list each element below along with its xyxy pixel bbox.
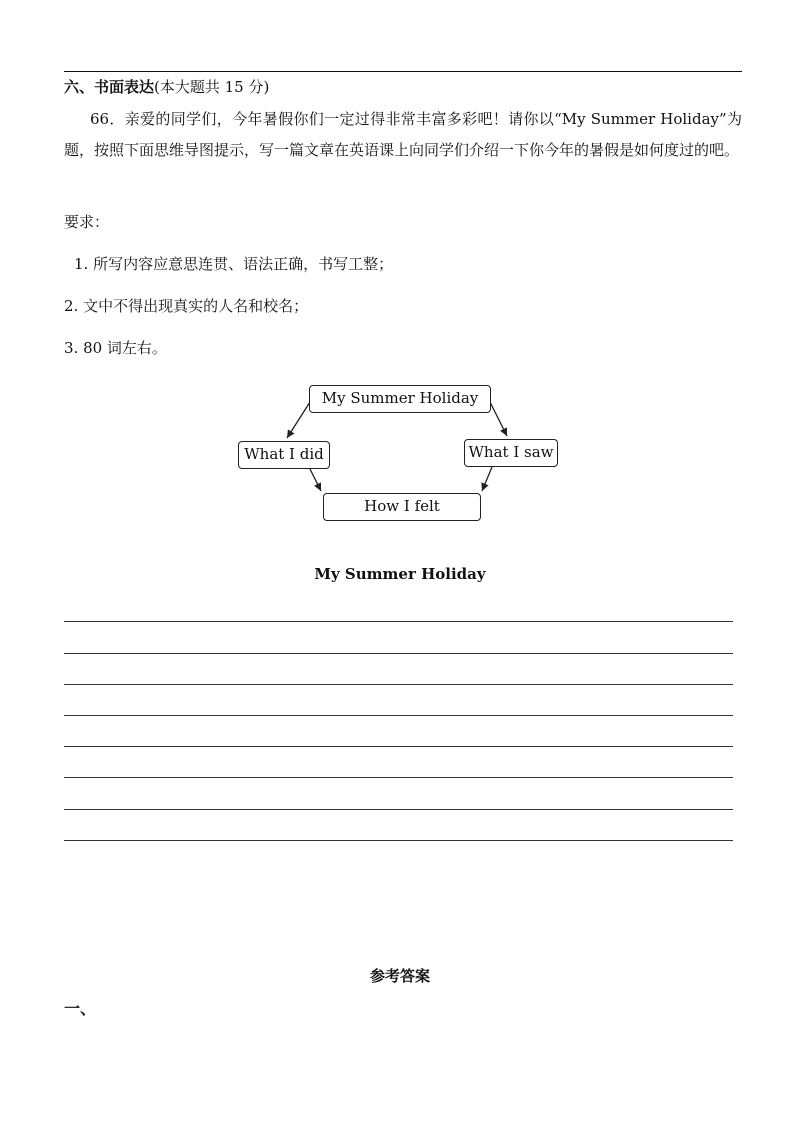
top-divider: [64, 71, 742, 72]
writing-line[interactable]: [64, 746, 733, 747]
section-heading-title: 六、书面表达: [64, 78, 155, 96]
mind-map-diagram: [230, 378, 570, 528]
answer-section-label: 一、: [64, 999, 97, 1018]
mind-map-right-node: What I saw: [464, 439, 558, 467]
arrow-root-to-right: [490, 402, 507, 436]
answer-key-title: 参考答案: [369, 967, 430, 985]
writing-line[interactable]: [64, 684, 733, 685]
writing-line[interactable]: [64, 621, 733, 622]
section-heading: [64, 76, 269, 98]
writing-line[interactable]: [64, 777, 733, 778]
question-prompt: 66．亲爱的同学们，今年暑假你们一定过得非常丰富多彩吧！请你以“My Summer Holiday”为题，按照下面思维导图提示，写一篇文章在英语课上向同学们介绍一下你今年的暑假是如何度过的吧。: [64, 110, 742, 159]
requirement-item-2: 2. 文中不得出现真实的人名和校名；: [64, 297, 309, 315]
mind-map-root-node: My Summer Holiday: [309, 385, 491, 413]
mind-map-bottom-node: How I felt: [323, 493, 481, 521]
writing-line[interactable]: [64, 715, 733, 716]
requirement-item-1: 1. 所写内容应意思连贯、语法正确，书写工整；: [74, 255, 394, 273]
arrow-root-to-left: [287, 402, 310, 438]
requirements-title: 要求：: [64, 213, 110, 231]
writing-line[interactable]: [64, 840, 733, 841]
essay-title: My Summer Holiday: [314, 565, 486, 583]
writing-line[interactable]: [64, 653, 733, 654]
mind-map-left-node: What I did: [238, 441, 330, 469]
section-heading-score: (本大题共 15 分): [154, 78, 270, 96]
requirement-item-3: 3. 80 词左右。: [64, 339, 167, 357]
arrow-left-to-bottom: [310, 469, 321, 491]
arrow-right-to-bottom: [482, 467, 492, 491]
writing-line[interactable]: [64, 809, 733, 810]
